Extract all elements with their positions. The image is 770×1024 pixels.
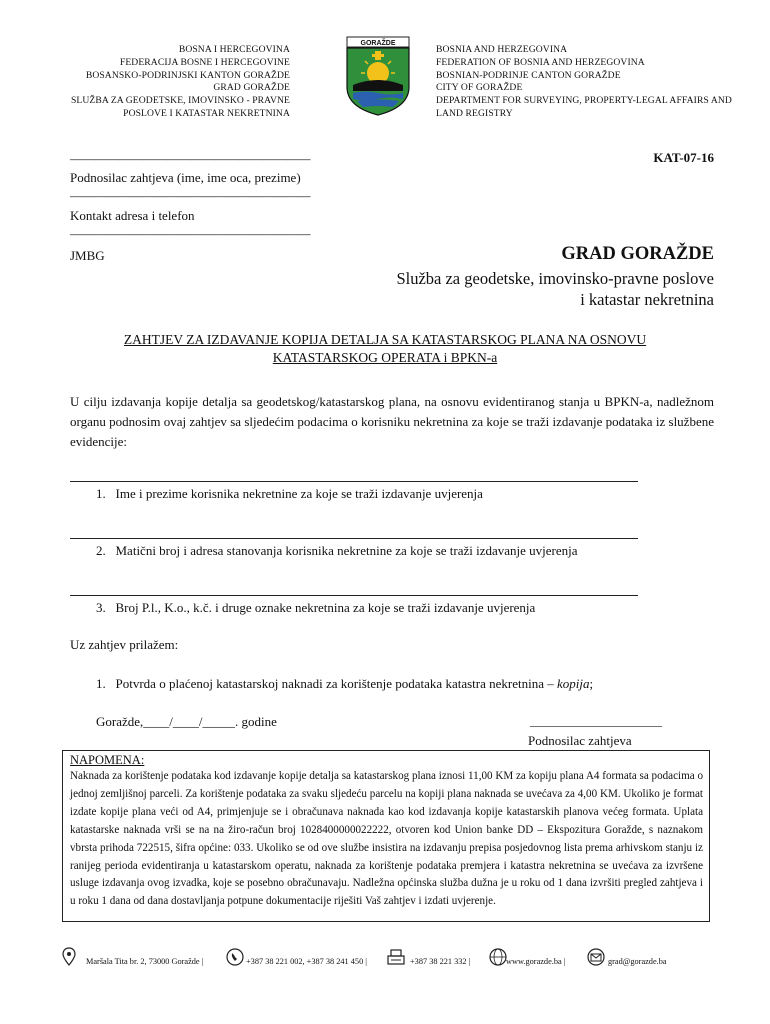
footer-phone: +387 38 221 002, +387 38 241 450 | <box>246 957 367 966</box>
footer-address: Maršala Tita br. 2, 73000 Goražde | <box>86 957 204 966</box>
form-code: KAT-07-16 <box>653 150 714 165</box>
attachment-item <box>96 676 593 692</box>
request-title-line: ZAHTJEV ZA IZDAVANJE KOPIJA DETALJA SA KATASTARSKOG PLANA NA OSNOVU <box>123 332 647 347</box>
crest-label: GORAŽDE <box>360 40 396 47</box>
applicant-jmbg-label: JMBG <box>70 248 105 263</box>
applicant-jmbg-field[interactable]: ———————————————————— <box>70 227 310 241</box>
item-number: 2. <box>96 543 106 558</box>
header-right-line: LAND REGISTRY <box>436 107 513 119</box>
location-pin-icon <box>62 947 76 967</box>
header-right-line: DEPARTMENT FOR SURVEYING, PROPERTY-LEGAL AFFAIRS AND <box>436 95 732 107</box>
item-text: Ime i prezime korisnika nekretnine za koje se traži izdavanje uvjerenja <box>115 486 483 501</box>
applicant-name-field[interactable]: ———————————————————— <box>70 152 310 166</box>
header-right-line: BOSNIAN-PODRINJE CANTON GORAŽDE <box>436 69 621 81</box>
phone-icon <box>226 947 244 967</box>
footer <box>60 947 720 971</box>
item-number: 3. <box>96 600 106 615</box>
applicant-contact-field[interactable]: ———————————————————— <box>70 189 310 203</box>
item-number: 1. <box>96 486 106 501</box>
note-text: Naknada za korištenje podataka kod izdavanje kopije detalja sa katastarskog plana iznosi 11,00 KM za kopiju plana A4 formata sa podacima o jednoj zemljišnoj parceli. Za korištenje podataka za svaku sljedeću parcelu na kopiji plana naknada se uvećava za 4,00 KM. Ukoliko je format izdate kopije plana veći od A4, primjenjuje se i obračunava naknada kao kod izdavanja kopije katastarskih planova većeg formata. Uplata katastarske naknada vrši se na na žiro-račun broj 1028400000022222, otvoren kod Union banke DD – Ekspozitura Goražde, s naznakom vbrsta prihoda 722515, šifra općine: 033. Ukoliko se od ove službe insistira na izdavanju prepisa posjedovnog lista prema arhivskom stanju iz ranijeg perioda evidentiranja u katastarskom operatu, naknada za korištenje podataka premjera i katastra nekretnina se uvećava za izvršene usluge izdavanja ovog izvadka, koje se posebno obračunavaju. Nadležna općinska služba dužna je u roku od 1 dana izvršiti pregled zahtjeva i u roku 1 dana od dana dostavljanja potpune dokumentacije riješiti Vaš zahtjev i izdati uvjerenje. <box>70 770 703 908</box>
header-left-line: SLUŽBA ZA GEODETSKE, IMOVINSKO - PRAVNE <box>70 95 290 107</box>
attachment-text: Potvrda o plaćenoj katastarskoj naknadi za korištenje podataka katastra nekretnina – <box>115 676 554 691</box>
header-right-block <box>436 44 766 121</box>
item-text: Matični broj i adresa stanovanja korisnika nekretnine za koje se traži izdavanje uvjerenja <box>115 543 578 558</box>
header-right-line: FEDERATION OF BOSNIA AND HERZEGOVINA <box>436 56 645 68</box>
signature-label: Podnosilac zahtjeva <box>528 733 632 748</box>
office-department-line: Služba za geodetske, imovinsko-pravne poslove <box>396 269 714 288</box>
attachment-end: ; <box>589 676 594 691</box>
globe-icon <box>488 947 508 967</box>
header-left-line: POSLOVE I KATASTAR NEKRETNINA <box>123 107 290 119</box>
header-left-line: BOSNA I HERCEGOVINA <box>178 44 290 55</box>
item-3-label <box>96 600 535 616</box>
office-department-line: i katastar nekretnina <box>580 290 714 309</box>
email-icon <box>586 947 606 967</box>
item-3-field[interactable] <box>70 595 638 596</box>
note-title: NAPOMENA: <box>70 753 145 767</box>
item-1-label <box>96 486 483 502</box>
attachments-label: Uz zahtjev prilažem: <box>70 637 179 652</box>
header-right-line: BOSNIA AND HERZEGOVINA <box>436 44 568 55</box>
date-field[interactable]: Goražde,____/____/_____. godine <box>96 714 277 729</box>
item-2-field[interactable] <box>70 538 638 539</box>
applicant-contact-label: Kontakt adresa i telefon <box>70 208 195 223</box>
fax-icon <box>386 947 406 967</box>
item-2-label <box>96 543 578 559</box>
header-left-line: BOSANSKO-PODRINJSKI KANTON GORAŽDE <box>85 69 290 81</box>
office-title: GRAD GORAŽDE <box>561 244 714 264</box>
city-crest-logo <box>343 35 413 117</box>
header-left-block <box>0 44 290 121</box>
request-title-line: KATASTARSKOG OPERATA i BPKN-a <box>272 350 498 365</box>
office-department <box>294 268 714 310</box>
crest-water-lower <box>357 100 399 108</box>
footer-web[interactable]: www.gorazde.ba | <box>506 957 566 966</box>
attachment-number: 1. <box>96 676 106 691</box>
applicant-name-label: Podnosilac zahtjeva (ime, ime oca, prezime) <box>70 170 301 185</box>
note-box <box>62 750 710 922</box>
item-1-field[interactable] <box>70 481 638 482</box>
footer-fax: +387 38 221 332 | <box>410 957 471 966</box>
attachment-italic: kopija <box>556 676 590 691</box>
intro-paragraph: U cilju izdavanja kopije detalja sa geodetskog/katastarskog plana, na osnovu evidentiranog stanja u BPKN-a, nadležnom organu podnosim ovaj zahtjev sa sljedećim podacima o korisniku nekretnina za koje se traži izdavanje podataka iz službene evidencije: <box>70 394 714 449</box>
header-left-line: FEDERACIJA BOSNE I HERCEGOVINE <box>119 56 290 68</box>
header-right-line: CITY OF GORAŽDE <box>436 82 523 94</box>
request-title <box>60 331 710 367</box>
header-left-line: GRAD GORAŽDE <box>213 82 290 94</box>
footer-email[interactable]: grad@gorazde.ba <box>608 957 667 966</box>
signature-field[interactable]: ______________________ <box>530 714 662 728</box>
item-text: Broj P.l., K.o., k.č. i druge oznake nekretnina za koje se traži izdavanje uvjerenja <box>115 600 536 615</box>
